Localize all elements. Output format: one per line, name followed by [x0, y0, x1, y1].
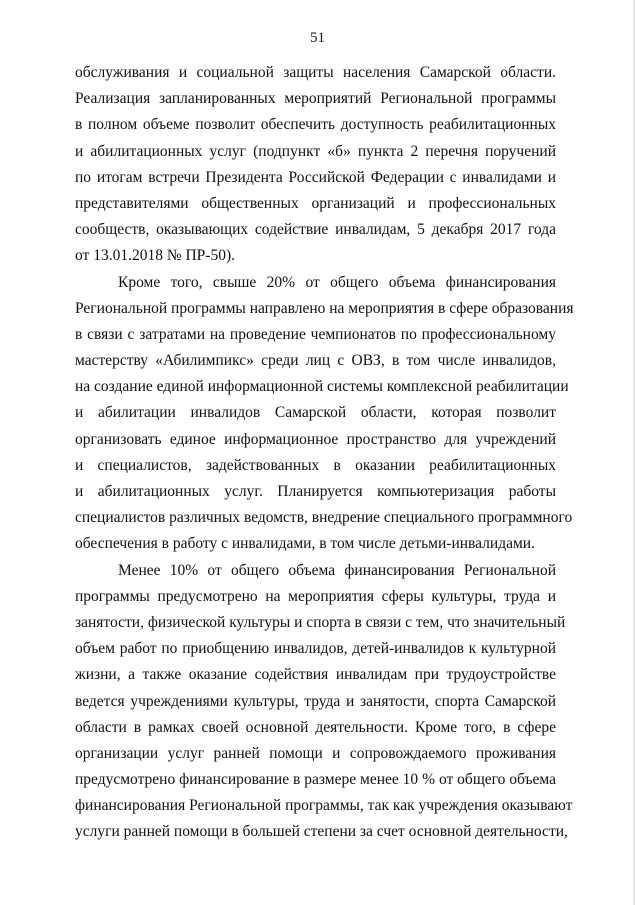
text-line: организации услуг ранней помощи и сопровождаемого проживания: [75, 744, 556, 762]
text-line: специалистов различных ведомств, внедрение специального программного: [75, 509, 573, 527]
text-line: и специалистов, задействованных в оказании реабилитационных: [75, 456, 556, 474]
text-line: Региональной программы направлено на мероприятия в сфере образования: [75, 299, 574, 317]
text-line: обеспечения в работу с инвалидами, в том числе детьми-инвалидами.: [75, 535, 535, 553]
text-line: в полном объеме позволит обеспечить доступность реабилитационных: [75, 116, 556, 134]
text-line: по итогам встречи Президента Российской Федерации с инвалидами и: [75, 168, 556, 186]
text-line: Кроме того, свыше 20% от общего объема финансирования: [118, 273, 556, 291]
text-line: Менее 10% от общего объема финансирования Региональной: [118, 561, 556, 579]
text-line: предусмотрено финансирование в размере менее 10 % от общего объема: [75, 771, 556, 789]
text-line: финансирования Региональной программы, так как учреждения оказывают: [75, 797, 573, 815]
text-line: объем работ по приобщению инвалидов, детей-инвалидов к культурной: [75, 640, 556, 658]
text-line: и абилитационных услуг. Планируется компьютеризация работы: [75, 483, 556, 500]
paragraph-3: [75, 558, 573, 846]
text-line: организовать единое информационное пространство для учреждений: [75, 430, 556, 448]
paragraph-2: [75, 270, 574, 558]
text-line: занятости, физической культуры и спорта в связи с тем, что значительный: [75, 613, 566, 631]
text-line: услуги ранней помощи в большей степени за счет основной деятельности,: [75, 823, 568, 841]
text-line: и абилитации инвалидов Самарской области, которая позволит: [75, 404, 556, 422]
text-line: на создание единой информационной системы комплексной реабилитации: [75, 378, 569, 396]
document-body: [75, 60, 574, 846]
page-number: 51: [310, 30, 325, 46]
paragraph-1: [75, 60, 556, 270]
text-line: в связи с затратами на проведение чемпионатов по профессиональному: [75, 325, 556, 343]
text-line: от 13.01.2018 № ПР-50).: [75, 247, 235, 265]
text-line: сообществ, оказывающих содействие инвалидам, 5 декабря 2017 года: [75, 221, 556, 239]
text-line: и абилитационных услуг (подпункт «б» пункта 2 перечня поручений: [75, 142, 556, 160]
text-line: мастерству «Абилимпикс» среди лиц с ОВЗ, в том числе инвалидов,: [75, 352, 556, 370]
text-line: Реализация запланированных мероприятий Региональной программы: [75, 90, 556, 108]
text-line: области в рамках своей основной деятельности. Кроме того, в сфере: [75, 718, 556, 736]
text-line: обслуживания и социальной защиты населения Самарской области.: [75, 64, 556, 81]
text-line: жизни, а также оказание содействия инвалидам при трудоустройстве: [75, 666, 556, 684]
text-line: представителями общественных организаций и профессиональных: [75, 194, 556, 212]
text-line: ведется учреждениями культуры, труда и занятости, спорта Самарской: [75, 692, 556, 710]
text-line: программы предусмотрено на мероприятия сферы культуры, труда и: [75, 587, 556, 605]
